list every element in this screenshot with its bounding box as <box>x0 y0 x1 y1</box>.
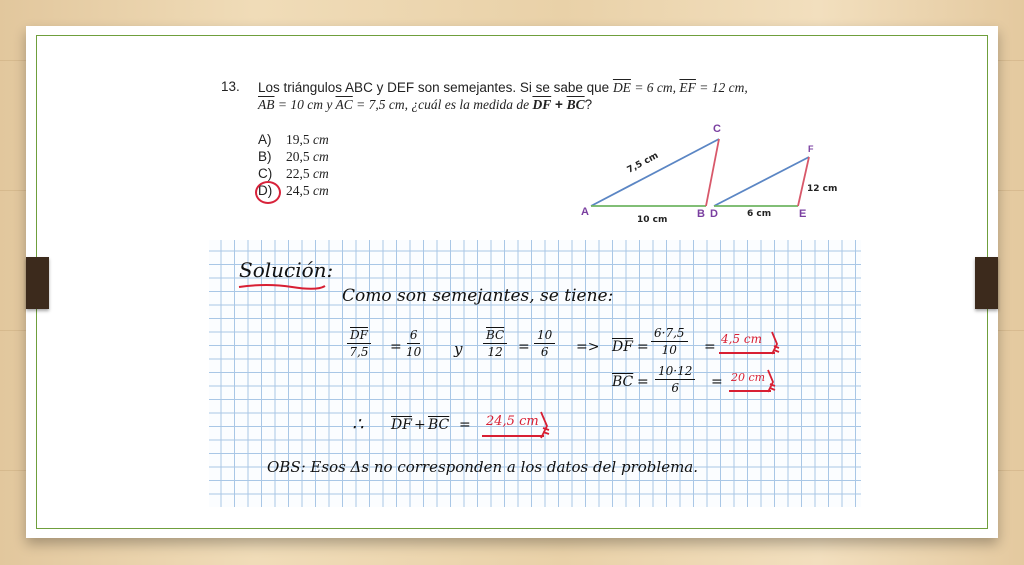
fraction-bc-over-12: $\frac{\overline{BC}}{12}$ <box>483 328 507 359</box>
fraction-6-over-10: $\frac{6}{10}$ <box>406 328 422 359</box>
equals-sign: = <box>518 339 530 355</box>
vertex-f: F <box>808 144 814 154</box>
sum-result-underline <box>482 435 544 437</box>
side-ac <box>591 139 719 206</box>
plus-sign: + <box>551 97 567 112</box>
equals-sign: = <box>637 339 649 355</box>
solution-heading: Solución: <box>239 258 334 282</box>
conjunction-y: y <box>454 340 463 358</box>
segment-ef: $\overline{EF}$ <box>679 80 696 95</box>
side-ef <box>798 157 809 206</box>
option-label: C) <box>258 166 273 181</box>
segment-ac: $\overline{AC}$ <box>335 97 353 112</box>
equals-sign: = <box>704 339 716 355</box>
vertex-d: D <box>710 208 718 220</box>
option-value: 19,5 cm <box>286 132 329 147</box>
option-value: 24,5 cm <box>286 183 329 198</box>
fraction-bc-calc: $\frac{10\cdot 12}{6}$ <box>655 364 695 395</box>
label-ab-length: 10 cm <box>637 215 668 225</box>
option-b[interactable] <box>258 148 329 165</box>
label-ef-length: 12 cm <box>807 184 838 194</box>
equals-sign: = <box>711 374 723 390</box>
question-text-part: Los triángulos ABC y DEF son semejantes. Si se sabe que <box>258 80 613 95</box>
df-result-check <box>769 330 781 356</box>
bc-result: 20 cm <box>731 371 766 384</box>
segment-de: $\overline{DE}$ <box>612 80 631 95</box>
equals-sign: = <box>637 374 649 390</box>
bc-result-check <box>765 368 777 394</box>
option-label: D) <box>258 183 273 198</box>
df-result: 4,5 cm <box>721 332 762 346</box>
observation-note: OBS: Esos Δs no corresponden a los datos del problema. <box>267 458 699 476</box>
side-df <box>714 157 809 206</box>
fraction-10-over-6: $\frac{10}{6}$ <box>534 328 555 359</box>
therefore-symbol: ∴ <box>352 414 364 435</box>
label-de-length: 6 cm <box>747 209 772 219</box>
vertex-b: B <box>697 208 705 220</box>
option-label: B) <box>258 149 272 164</box>
df-lhs: $\overline{DF}$ <box>612 339 633 355</box>
equals-sign: = <box>390 339 402 355</box>
equals-sign: = <box>459 417 471 433</box>
problem-box <box>209 67 861 240</box>
sum-df: $\overline{DF}$ <box>391 417 412 433</box>
vertex-e: E <box>799 208 807 220</box>
side-bc <box>706 139 719 206</box>
option-a[interactable] <box>258 131 329 148</box>
heading-underline <box>237 282 327 292</box>
answer-circle-mark <box>255 181 281 204</box>
left-tab <box>26 257 49 309</box>
question-text <box>258 79 858 113</box>
question-number: 13. <box>221 79 240 94</box>
value-ab: = 10 cm y <box>274 97 336 112</box>
segment-bc: $\overline{BC}$ <box>566 97 585 112</box>
right-tab <box>975 257 998 309</box>
fraction-df-calc: $\frac{6\cdot 7,5}{10}$ <box>651 326 688 357</box>
fraction-df-over-7-5: $\frac{\overline{DF}}{7,5}$ <box>347 328 371 359</box>
vertex-a: A <box>581 206 589 218</box>
vertex-c: C <box>713 123 721 135</box>
solution-grid-paper <box>209 240 861 507</box>
option-value: 22,5 cm <box>286 166 329 181</box>
df-result-underline <box>719 352 775 354</box>
sum-result-check <box>538 410 552 440</box>
plus-sign: + <box>414 417 426 433</box>
segment-df: $\overline{DF}$ <box>532 97 552 112</box>
question-mark: ? <box>584 97 593 112</box>
value-ef: = 12 cm, <box>695 80 748 95</box>
segment-ab: $\overline{AB}$ <box>258 97 275 112</box>
option-c[interactable] <box>258 165 329 182</box>
option-label: A) <box>258 132 272 147</box>
sum-bc: $\overline{BC}$ <box>428 417 450 433</box>
sum-result: 24,5 cm <box>486 414 539 429</box>
triangles-figure <box>579 117 849 237</box>
label-ac-length: 7,5 cm <box>625 150 661 176</box>
value-ac: = 7,5 cm, ¿cuál es la medida de <box>352 97 533 112</box>
value-de: = 6 cm, <box>630 80 680 95</box>
implies-arrow: => <box>576 339 600 355</box>
option-value: 20,5 cm <box>286 149 329 164</box>
solution-intro: Como son semejantes, se tiene: <box>342 286 614 306</box>
bc-lhs: $\overline{BC}$ <box>612 374 634 390</box>
